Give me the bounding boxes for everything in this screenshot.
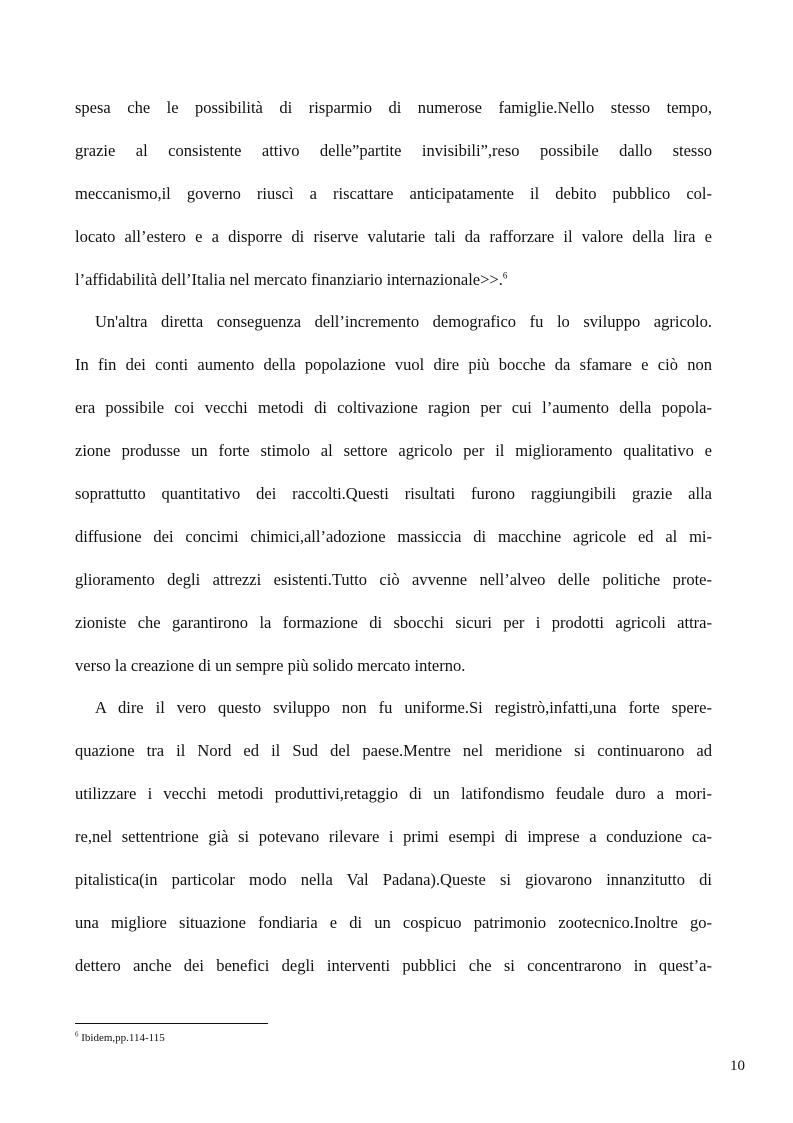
text-line: Un'altra diretta conseguenza dell’incremento demografico fu lo sviluppo agricolo.	[95, 312, 712, 331]
footnote-number: 6	[75, 1030, 79, 1039]
text-line: soprattutto quantitativo dei raccolti.Questi risultati furono raggiungibili grazie alla	[75, 484, 712, 503]
text-line: utilizzare i vecchi metodi produttivi,retaggio di un latifondismo feudale duro a mori-	[75, 784, 712, 803]
text-line	[75, 258, 712, 301]
text-line: era possibile coi vecchi metodi di coltivazione ragion per cui l’aumento della popola-	[75, 398, 712, 417]
footnote-text: Ibidem,pp.114-115	[81, 1032, 165, 1044]
text-line: quazione tra il Nord ed il Sud del paese.Mentre nel meridione si continuarono ad	[75, 741, 712, 760]
footnote	[75, 1031, 165, 1045]
text-line-content: l’affidabilità dell’Italia nel mercato finanziario internazionale>>.	[75, 270, 503, 289]
text-line: dettero anche dei benefici degli interventi pubblici che si concentrarono in quest’a-	[75, 956, 712, 975]
text-line: pitalistica(in particolar modo nella Val Padana).Queste si giovarono innanzitutto di	[75, 870, 712, 889]
text-line: re,nel settentrione già si potevano rilevare i primi esempi di imprese a conduzione ca-	[75, 827, 712, 846]
text-line: locato all’estero e a disporre di riserve valutarie tali da rafforzare il valore della lira e	[75, 227, 712, 246]
paragraph-2	[75, 300, 712, 687]
text-line: In fin dei conti aumento della popolazione vuol dire più bocche da sfamare e ciò non	[75, 355, 712, 374]
paragraph-3	[75, 686, 712, 987]
footnote-reference[interactable]: 6	[502, 270, 508, 281]
text-line: una migliore situazione fondiaria e di un cospicuo patrimonio zootecnico.Inoltre go-	[75, 913, 712, 932]
text-line: spesa che le possibilità di risparmio di numerose famiglie.Nello stesso tempo,	[75, 98, 712, 117]
text-line: glioramento degli attrezzi esistenti.Tutto ciò avvenne nell’alveo delle politiche prote-	[75, 570, 712, 589]
text-line: verso la creazione di un sempre più solido mercato interno.	[75, 656, 466, 675]
text-line: zioniste che garantirono la formazione di sbocchi sicuri per i prodotti agricoli attra-	[75, 613, 712, 632]
text-line: A dire il vero questo sviluppo non fu uniforme.Si registrò,infatti,una forte spere-	[95, 698, 712, 717]
footnote-separator	[75, 1023, 268, 1024]
text-line: diffusione dei concimi chimici,all’adozione massiccia di macchine agricole ed al mi-	[75, 527, 712, 546]
paragraph-1	[75, 86, 712, 301]
page-number: 10	[730, 1058, 745, 1074]
text-line: meccanismo,il governo riuscì a riscattare anticipatamente il debito pubblico col-	[75, 184, 712, 203]
text-line: grazie al consistente attivo delle”partite invisibili”,reso possibile dallo stesso	[75, 141, 712, 160]
text-line: zione produsse un forte stimolo al settore agricolo per il miglioramento qualitativo e	[75, 441, 712, 460]
